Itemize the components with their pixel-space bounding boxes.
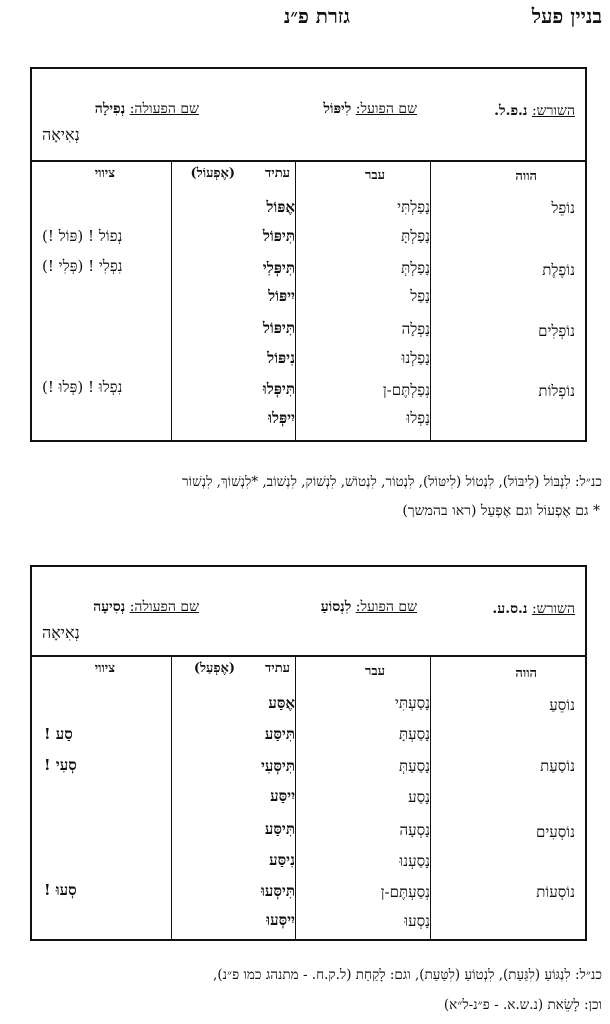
root-line — [492, 601, 575, 618]
row-1-present: נוֹפֵל — [551, 199, 575, 217]
action-noun-value: נְפִילָה — [94, 101, 126, 117]
extra-noun: נְאִיאָה — [42, 125, 80, 144]
similar-verbs-note-2: כנ״ל: לִנְגּוֹעַ (לִגַּעַת), לִנְטוֹעַ (לִטַּעַת), וגם: לָקַחַת (ל.ק.ח. - מתנהג כמו פ״נ), — [213, 967, 602, 983]
root-label: השורש: — [531, 103, 575, 119]
row-2-future: תִּיפּוֹל — [262, 227, 295, 245]
root-value: נ.ס.ע. — [492, 601, 528, 617]
verbal-noun-label: שם הפועל: — [355, 101, 417, 117]
col-future: עתיד — [265, 166, 290, 181]
verbal-noun-line — [321, 599, 417, 616]
col-imperative: ציווי — [94, 661, 115, 676]
root-line — [494, 103, 575, 120]
row-6-future: נִיסַּע — [269, 851, 295, 869]
root-info — [32, 567, 585, 657]
col-past: עבר — [364, 168, 385, 183]
row-1-past: נָפַלְתִּי — [397, 198, 430, 216]
action-noun-label: שם הפעולה: — [129, 599, 199, 615]
row-6-past: נָסַעְנוּ — [399, 852, 430, 870]
row-5-present: נוֹפְלִים — [538, 322, 575, 340]
row-5-future: תִּיסַּע — [264, 820, 295, 838]
row-2-past: נָפַלְתָּ — [401, 227, 430, 245]
row-3-past: נָפַלְתְּ — [401, 259, 430, 277]
conjugation-table-nafal — [30, 67, 587, 442]
row-2-imperative: נְפוֹל ! (פּוֹל !) — [42, 227, 123, 245]
row-4-past: נָסַע — [408, 788, 430, 806]
verbal-noun-line — [323, 101, 417, 118]
similar-verbs-note-1: כנ״ל: לִנְבּוֹל (לִיבּוֹל), לִנְטוֹל (לִיטּוֹל), לִנְטוֹר, לִנְטוֹשׁ, לִנְשׁוֹק, לִנְשׁוֹב, *לִנְשׁוֹךְ, לִנְשׁוֹר — [182, 474, 602, 490]
row-3-future: תִּיפְּלִי — [262, 259, 295, 277]
row-7-future: תִּיסְּעוּ — [261, 882, 295, 900]
row-4-future: יִיפּוֹל — [268, 287, 295, 305]
row-3-present: נוֹסַעַת — [540, 757, 575, 775]
footnote-1: * גם אֶפְעוֹל וגם אֶפְעַל (ראו בהמשך) — [402, 503, 600, 519]
binyan-title: בניין פעל — [531, 4, 602, 28]
row-3-imperative: נִפְלִי ! (פְּלִי !) — [42, 257, 123, 275]
col-present: הווה — [515, 169, 537, 184]
row-6-future: נִיפּוֹל — [267, 349, 295, 367]
conjugation-table-nasa — [30, 565, 587, 941]
col-future: עתיד — [265, 661, 290, 676]
verbal-noun-value: לִיפּוֹל — [323, 101, 352, 117]
row-1-future: אֶסַּע — [268, 694, 295, 712]
row-2-future: תִּיסַּע — [264, 725, 295, 743]
row-1-past: נָסַעְתִּי — [395, 694, 430, 712]
row-3-present: נוֹפֶלֶת — [542, 261, 575, 279]
row-7-imperative: נִפְלוּ ! (פְּלוּ !) — [42, 378, 123, 396]
row-1-future: אֶפּוֹל — [266, 198, 295, 216]
row-8-past: נָסְעוּ — [404, 912, 430, 930]
col-future-alt: (אֶפְעַל) — [193, 661, 235, 676]
root-info — [32, 69, 585, 162]
row-5-future: תִּיפּוֹל — [262, 319, 295, 337]
row-3-imperative: סְעִי ! — [44, 756, 77, 774]
action-noun-line — [95, 101, 199, 118]
col-imperative: ציווי — [94, 166, 115, 181]
row-7-imperative: סְעוּ ! — [44, 881, 77, 899]
col-present: הווה — [515, 666, 537, 681]
action-noun-label: שם הפעולה: — [129, 101, 199, 117]
row-7-future: תִּיפְּלוּ — [262, 380, 295, 398]
row-4-past: נָפַל — [410, 287, 430, 305]
row-7-present: נוֹפְלוֹת — [538, 382, 575, 400]
row-8-future: יִיסְּעוּ — [266, 911, 295, 929]
row-1-present: נוֹסֵעַ — [549, 696, 575, 714]
row-6-past: נָפַלְנוּ — [401, 349, 430, 367]
row-5-past: נָסְעָה — [399, 821, 430, 839]
row-3-past: נָסַעַתְּ — [398, 757, 430, 775]
row-8-future: יִיפְּלוּ — [268, 409, 295, 427]
action-noun-line — [93, 599, 199, 616]
verbal-noun-label: שם הפועל: — [355, 599, 417, 615]
col-past: עבר — [364, 664, 385, 679]
gizra-title: גזרת פ״נ — [283, 4, 350, 28]
root-value: נ.פ.ל. — [494, 103, 528, 119]
row-7-present: נוֹסְעוֹת — [536, 883, 575, 901]
action-noun-value: נְסִיעָה — [93, 599, 126, 615]
row-2-past: נָסַעְתָּ — [398, 725, 430, 743]
row-7-past: נְסַעְתֶּם-ן — [380, 883, 430, 901]
root-label: השורש: — [531, 601, 575, 617]
row-8-past: נָפְלוּ — [406, 409, 430, 427]
row-3-future: תִּיסְּעִי — [260, 757, 295, 775]
row-4-future: יִיסַּע — [270, 787, 295, 805]
verbal-noun-value: לִנְסוֹעַ — [320, 599, 352, 615]
row-7-past: נְפַלְתֶּם-ן — [382, 381, 430, 399]
row-5-past: נָפְלָה — [401, 320, 430, 338]
row-5-present: נוֹסְעִים — [535, 823, 575, 841]
col-future-alt: (אֶפְעוֹל) — [190, 166, 235, 181]
also-note-2: וכן: לָשֵׂאת (נ.ש.א. - פ״נ-ל״א) — [443, 997, 602, 1013]
extra-noun: נְאִיאָה — [42, 623, 80, 642]
row-2-imperative: סַע ! — [44, 725, 73, 743]
